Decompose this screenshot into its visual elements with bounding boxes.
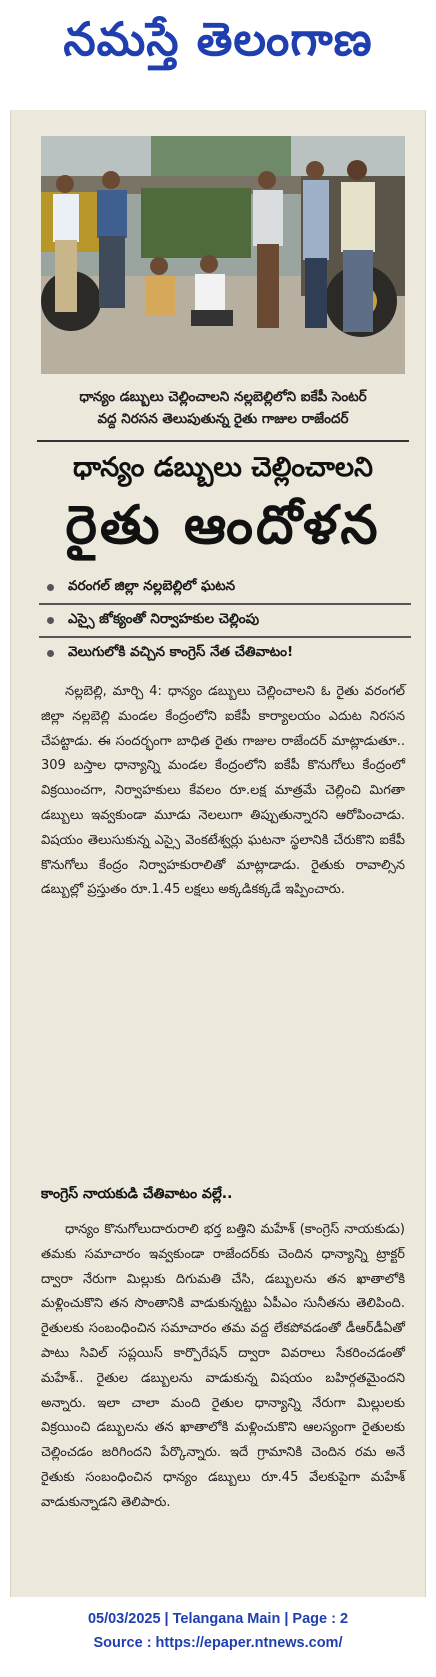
highlight-text: ఎస్సై జోక్యంతో నిర్వాహకుల చెల్లింపు <box>68 611 260 627</box>
bullet-icon <box>47 617 54 624</box>
bullet-icon <box>47 584 54 591</box>
photo-caption <box>39 386 407 430</box>
protest-photo-illustration <box>41 136 405 374</box>
highlight-item <box>39 605 411 638</box>
masthead-title: నమస్తే తెలంగాణ <box>63 12 373 66</box>
caption-divider <box>37 440 409 442</box>
bullet-icon <box>47 650 54 657</box>
highlight-item <box>39 572 411 605</box>
highlight-text: వరంగల్ జిల్లా నల్లబెల్లిలో ఘటన <box>68 578 236 594</box>
footer-edition-info: 05/03/2025 | Telangana Main | Page : 2 <box>87 1611 349 1627</box>
masthead <box>0 0 436 90</box>
article-paragraph-2: ధాన్యం కొనుగోలుదారురాలి భర్త బత్తిని మహేశ్ (కాంగ్రెస్ నాయకుడు) తమకు సమాచారం ఇవ్వకుండా రాజేందర్‌కు చెందిన ధాన్యాన్ని ట్రాక్టర్ ద్వారా నేరుగా మిల్లుకు దిగుమతి చేసి, డబ్బులను తన ఖాతాలోకి మళ్లించుకొని తన సొంతానికి వాడుకున్నట్టు ఏపీఎం సునీతను తెలిపింది. రైతులకు సంబంధించిన సమాచారం తమ వద్ద లేకపోవడంతో డీఆర్‌డీఏతో పాటు సివిల్ సప్లయిస్ కార్పొరేషన్ ద్వారా వివరాలు సేకరించడంతో మహేశ్.. రైతుల డబ్బులను వాడుకున్న విషయం బహిర్గతమైందని అన్నారు. ఇలా చాలా మంది రైతుల ధాన్యాన్ని నేరుగా మిల్లులకు విక్రయించి డబ్బులను తన ఖాతాలోకి మళ్లించుకొని ఆలస్యంగా రైతులకు చెల్లించడం జరిగిందని పేర్కొన్నారు. ఇదే గ్రామానికి చెందిన రమ అనే రైతుకు సంబంధించిన ధాన్యం డబ్బులు రూ.45 వేలకుపైగా మహేశ్ వాడుకున్నాడని తెలిపారు. <box>41 1222 405 1510</box>
article-paragraph-1: నల్లబెల్లి, మార్చి 4: ధాన్యం డబ్బులు చెల్లించాలని ఓ రైతు వరంగల్ జిల్లా నల్లబెల్లి మండల కేంద్రంలోని ఐకేపీ కార్యాలయం ఎదుట నిరసన చేపట్టాడు. ఈ సందర్భంగా బాధిత రైతు గాజుల రాజేందర్ మాట్లాడుతూ.. 309 బస్తాల ధాన్యాన్ని మండల కేంద్రంలోని ఐకేపీ కొనుగోలు కేంద్రంలో విక్రయించగా, నిర్వాహకులు కేవలం రూ.లక్ష మాత్రమే చెల్లించి మిగతా డబ్బులు ఇవ్వకుండా మూడు నెలలుగా తిప్పుతున్నారని ఆరోపించాడు. విషయం తెలుసుకున్న ఎస్సై వెంకటేశ్వర్లు ఘటనా స్థలానికి చేరుకొని ఐకేపీ కొనుగోలు కేంద్రం నిర్వాహకురాలితో మాట్లాడాడు. రైతుకు రావాల్సిన డబ్బుల్లో ప్రస్తుతం రూ.1.45 లక్షలు అక్కడికక్కడే ఇప్పించారు. <box>41 684 405 898</box>
caption-line-2: వద్ద నిరసన తెలుపుతున్న రైతు గాజుల రాజేందర్ <box>97 411 349 427</box>
news-photo <box>41 136 405 374</box>
caption-line-1: ధాన్యం డబ్బులు చెల్లించాలని నల్లబెల్లిలోని ఐకేపీ సెంటర్ <box>79 389 367 405</box>
article-subhead: కాంగ్రెస్ నాయకుడి చేతివాటం వల్లే.. <box>41 1186 233 1202</box>
footer-source-link[interactable]: Source : https://epaper.ntnews.com/ <box>93 1635 343 1651</box>
highlight-item <box>39 638 411 669</box>
headline-main: రైతు ఆందోళన <box>65 495 381 556</box>
article-clipping <box>10 110 426 1597</box>
highlight-text: వెలుగులోకి వచ్చిన కాంగ్రెస్ నేత చేతివాటం! <box>68 644 294 660</box>
headline-kicker: ధాన్యం డబ్బులు చెల్లించాలని <box>73 452 373 483</box>
highlights-list <box>39 572 411 669</box>
